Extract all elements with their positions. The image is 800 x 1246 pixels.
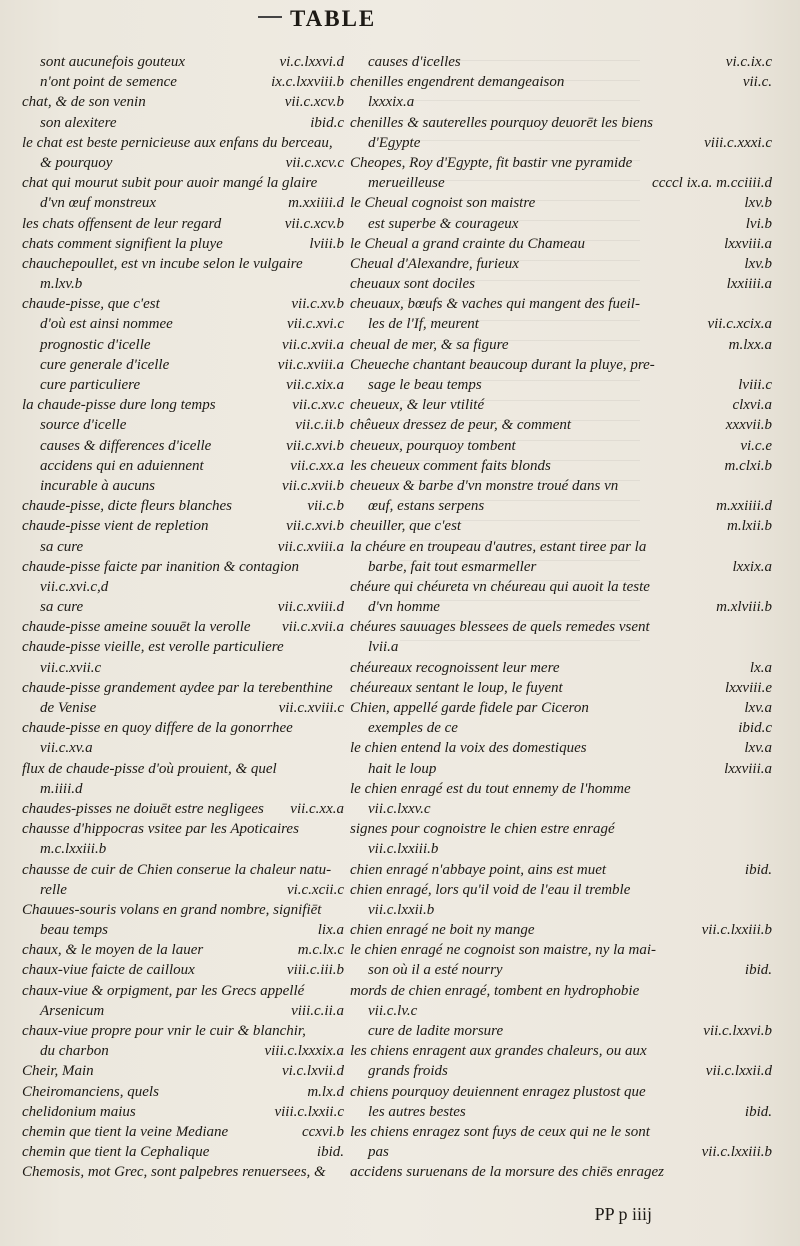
index-entry xyxy=(22,718,344,738)
entry-text: les autres bestes xyxy=(368,1103,466,1120)
index-entry xyxy=(22,476,344,496)
entry-text: incurable à aucuns xyxy=(40,477,155,494)
entry-text: sage le beau temps xyxy=(368,377,482,393)
index-entry xyxy=(22,981,344,1001)
entry-text: accidens suruenans de la morsure des chiēs enragez xyxy=(350,1164,664,1181)
entry-reference: lviii.b xyxy=(309,235,344,252)
entry-text: sa cure xyxy=(40,538,84,555)
entry-text: m.lxv.b xyxy=(40,276,83,293)
entry-reference: clxvi.a xyxy=(732,397,772,414)
index-entry xyxy=(350,1021,772,1041)
index-entry xyxy=(22,415,344,435)
entry-reference: m.xxiiii.d xyxy=(716,498,772,515)
index-entry xyxy=(350,92,772,112)
entry-text: chéures sauuages blessees de quels remedes vsent xyxy=(350,619,650,636)
index-entry xyxy=(350,153,772,173)
entry-text: signes pour cognoistre le chien estre enragé xyxy=(350,821,615,838)
index-entry xyxy=(22,335,344,355)
entry-reference: m.xxiiii.d xyxy=(288,195,344,212)
entry-text: chelidonium maius xyxy=(22,1103,136,1120)
index-entry xyxy=(22,456,344,476)
entry-reference: vi.c.e xyxy=(740,437,772,454)
entry-text: d'Egypte xyxy=(368,134,421,151)
entry-text: chien enragé ne boit ny mange xyxy=(350,922,535,939)
entry-text: le chien entend la voix des domestiques xyxy=(350,740,587,757)
entry-reference: ccccl ix.a. m.cciiii.d xyxy=(652,175,772,192)
index-entry xyxy=(22,92,344,112)
entry-text: cheueux & barbe d'vn monstre troué dans vn xyxy=(350,477,619,494)
entry-text: chat qui mourut subit pour auoir mangé la glaire xyxy=(22,175,318,192)
entry-text: Cheir, Main xyxy=(22,1063,94,1080)
entry-text: chenilles engendrent demangeaison xyxy=(350,74,565,91)
entry-text: beau temps xyxy=(40,922,108,939)
entry-text: cheuiller, que c'est xyxy=(350,518,462,535)
entry-text: causes d'icelles xyxy=(368,54,461,70)
entry-reference: lx.a xyxy=(749,659,772,676)
entry-reference: vii.c.xx.a xyxy=(290,457,344,474)
entry-text: vii.c.lxxv.c xyxy=(368,800,431,817)
index-entry xyxy=(350,860,772,880)
index-entry xyxy=(22,637,344,657)
index-entry xyxy=(22,799,344,819)
entry-text: les cheueux comment faits blonds xyxy=(350,457,551,474)
index-entry xyxy=(22,314,344,334)
printer-signature: PP p iiij xyxy=(594,1204,652,1224)
entry-reference: vii.c.xix.a xyxy=(286,377,344,393)
entry-text: cheueux, pourquoy tombent xyxy=(350,437,516,454)
index-entry xyxy=(350,920,772,940)
index-entry xyxy=(22,880,344,900)
index-column-left xyxy=(22,52,344,1183)
entry-text: Arsenicum xyxy=(40,1002,105,1019)
entry-text: chausse de cuir de Chien conserue la chaleur natu- xyxy=(22,861,332,878)
index-entry xyxy=(22,779,344,799)
entry-reference: lxxviii.a xyxy=(724,760,772,777)
entry-reference: lxv.b xyxy=(744,195,772,212)
entry-text: Cheual d'Alexandre, furieux xyxy=(350,255,519,272)
entry-text: hait le loup xyxy=(368,760,437,777)
page-title: TABLE xyxy=(290,6,377,31)
index-entry xyxy=(350,637,772,657)
index-entry xyxy=(350,355,772,375)
index-entry xyxy=(350,72,772,92)
entry-text: mords de chien enragé, tombent en hydrophobie xyxy=(350,982,640,999)
index-entry xyxy=(22,254,344,274)
index-entry xyxy=(350,597,772,617)
entry-reference: vii.c.ii.b xyxy=(295,417,344,434)
entry-text: exemples de ce xyxy=(368,720,458,737)
entry-text: Chemosis, mot Grec, sont palpebres renuersees, & xyxy=(22,1164,326,1181)
entry-reference: vi.c.lxxvi.d xyxy=(279,54,344,70)
entry-reference: lxv.b xyxy=(744,255,772,272)
entry-reference: vii.c.xv.b xyxy=(291,296,344,313)
entry-reference: vii.c.xx.a xyxy=(290,800,344,817)
entry-text: le chat est beste pernicieuse aux enfans du berceau, xyxy=(22,134,333,151)
index-entry xyxy=(350,577,772,597)
index-entry xyxy=(22,355,344,375)
entry-reference: m.clxi.b xyxy=(724,457,772,474)
entry-reference: vi.c.lxvii.d xyxy=(281,1063,344,1080)
entry-reference: ibid. xyxy=(744,962,772,979)
entry-text: vii.c.lxxiii.b xyxy=(368,841,439,858)
entry-text: chéure qui chéureta vn chéureau qui auoit la teste xyxy=(350,578,650,595)
entry-text: vii.c.lv.c xyxy=(368,1002,418,1019)
entry-reference: lxxiiii.a xyxy=(726,276,772,293)
entry-text: Chien, appellé garde fidele par Ciceron xyxy=(350,700,589,716)
index-entry xyxy=(22,940,344,960)
index-entry xyxy=(22,516,344,536)
entry-text: le Cheual a grand crainte du Chameau xyxy=(350,235,585,252)
entry-text: cheueux, & leur vtilité xyxy=(350,397,485,414)
entry-text: d'où est ainsi nommee xyxy=(40,316,173,333)
entry-reference: vii.c.xvii.a xyxy=(281,619,344,636)
index-entry xyxy=(350,476,772,496)
entry-text: chaude-pisse, dicte fleurs blanches xyxy=(22,498,232,515)
index-entry xyxy=(22,234,344,254)
entry-text: chaux-viue faicte de cailloux xyxy=(22,962,195,979)
entry-text: accidens qui en aduiennent xyxy=(40,457,204,474)
index-entry xyxy=(22,920,344,940)
entry-text: chaux-viue & orpigment, par les Grecs appellé xyxy=(22,982,305,999)
entry-text: Cheopes, Roy d'Egypte, fit bastir vne pyramide xyxy=(350,154,633,171)
index-entry xyxy=(350,274,772,294)
entry-reference: m.lxii.b xyxy=(727,518,772,535)
entry-reference: vii.c.xcv.c xyxy=(285,154,344,171)
index-entry xyxy=(350,557,772,577)
index-entry xyxy=(22,698,344,718)
entry-reference: m.lx.d xyxy=(307,1083,344,1100)
index-entry xyxy=(350,52,772,72)
entry-reference: vi.c.ix.c xyxy=(725,54,772,70)
index-entry xyxy=(350,1041,772,1061)
index-entry xyxy=(22,860,344,880)
entry-reference: lxxviii.e xyxy=(724,679,772,696)
index-entry xyxy=(22,1021,344,1041)
entry-text: causes & differences d'icelle xyxy=(40,437,212,454)
index-entry xyxy=(350,698,772,718)
entry-text: le chien enragé ne cognoist son maistre, ny la mai- xyxy=(350,942,657,959)
index-entry xyxy=(22,597,344,617)
entry-text: m.iiii.d xyxy=(40,780,83,797)
entry-reference: ccxvi.b xyxy=(301,1123,344,1140)
entry-text: cure particuliere xyxy=(40,377,141,393)
index-entry xyxy=(350,537,772,557)
entry-reference: vii.c.xvi.b xyxy=(286,518,344,535)
index-entry xyxy=(22,496,344,516)
index-entry xyxy=(22,537,344,557)
entry-text: cheuaux, bœufs & vaches qui mangent des fueil- xyxy=(350,296,640,313)
entry-reference: vii.c.xvii.b xyxy=(281,477,344,494)
entry-text: lvii.a xyxy=(368,639,399,656)
index-entry xyxy=(22,1082,344,1102)
entry-text: chaude-pisse ameine souuēt la verolle xyxy=(22,619,251,636)
entry-text: chemin que tient la Cephalique xyxy=(22,1144,210,1161)
index-entry xyxy=(22,375,344,395)
entry-text: lxxxix.a xyxy=(368,94,415,111)
index-entry xyxy=(22,900,344,920)
entry-reference: ibid.c xyxy=(310,114,344,131)
index-entry xyxy=(22,1102,344,1122)
entry-text: les chats offensent de leur regard xyxy=(22,215,222,232)
entry-reference: vii.c.xcv.b xyxy=(284,94,344,111)
entry-text: chien enragé n'abbaye point, ains est muet xyxy=(350,861,607,878)
index-entry xyxy=(350,1102,772,1122)
index-entry xyxy=(350,456,772,476)
entry-text: chaudes-pisses ne doiuēt estre negligees xyxy=(22,800,264,817)
entry-text: m.c.lxxiii.b xyxy=(40,841,107,858)
index-entry xyxy=(22,294,344,314)
index-entry xyxy=(22,133,344,153)
index-entry xyxy=(22,617,344,637)
index-entry xyxy=(350,214,772,234)
header-rule xyxy=(258,16,282,18)
index-entry xyxy=(22,395,344,415)
entry-reference: m.xlviii.b xyxy=(716,599,772,616)
entry-reference: vii.c.lxxiii.b xyxy=(701,922,772,939)
page-header xyxy=(0,4,800,36)
index-entry xyxy=(350,1122,772,1142)
entry-reference: vii.c.xviii.d xyxy=(277,599,344,616)
index-entry xyxy=(22,72,344,92)
entry-reference: lxv.a xyxy=(744,740,772,757)
entry-text: chenilles & sauterelles pourquoy deuorēt les biens xyxy=(350,114,653,131)
entry-text: chien enragé, lors qu'il void de l'eau il tremble xyxy=(350,881,631,898)
entry-text: vii.c.lxxii.b xyxy=(368,901,435,918)
entry-text: le Cheual cognoist son maistre xyxy=(350,195,536,212)
entry-text: pas xyxy=(368,1144,389,1161)
index-entry xyxy=(22,436,344,456)
entry-text: barbe, fait tout esmarmeller xyxy=(368,558,537,575)
entry-text: chiens pourquoy deuiennent enragez plustost que xyxy=(350,1083,646,1100)
entry-reference: viii.c.iii.b xyxy=(286,962,344,979)
index-entry xyxy=(350,173,772,193)
entry-reference: ibid. xyxy=(744,861,772,878)
entry-text: cheuaux sont dociles xyxy=(350,276,475,293)
entry-text: chausse d'hippocras vsitee par les Apoticaires xyxy=(22,821,299,838)
entry-reference: vii.c.xvi.c xyxy=(286,316,344,333)
entry-reference: vii.c. xyxy=(742,74,772,91)
entry-text: la chéure en troupeau d'autres, estant tiree par la xyxy=(350,538,647,555)
index-entry xyxy=(350,1082,772,1102)
index-entry xyxy=(22,1162,344,1182)
index-entry xyxy=(350,1162,772,1182)
index-entry xyxy=(22,759,344,779)
index-entry xyxy=(22,1122,344,1142)
index-entry xyxy=(22,153,344,173)
entry-text: chéureaux sentant le loup, le fuyent xyxy=(350,679,563,696)
entry-reference: lix.a xyxy=(317,922,344,939)
entry-reference: vi.c.xcii.c xyxy=(286,881,344,898)
entry-text: Cheueche chantant beaucoup durant la pluye, pre- xyxy=(350,356,655,373)
entry-text: chaude-pisse faicte par inanition & contagion xyxy=(22,558,300,575)
entry-reference: viii.c.lxxii.c xyxy=(274,1103,344,1120)
entry-text: son où il a esté nourry xyxy=(368,962,503,979)
entry-text: source d'icelle xyxy=(40,417,127,434)
entry-text: flux de chaude-pisse d'où prouient, & quel xyxy=(22,760,277,777)
entry-reference: viii.c.ii.a xyxy=(291,1002,344,1019)
index-entry xyxy=(350,658,772,678)
entry-reference: vii.c.xcv.b xyxy=(284,215,344,232)
entry-text: & pourquoy xyxy=(40,154,113,171)
index-entry xyxy=(350,819,772,839)
index-entry xyxy=(350,738,772,758)
entry-reference: vii.c.xcix.a xyxy=(707,316,772,333)
entry-text: vii.c.xvi.c,d xyxy=(40,578,109,595)
index-entry xyxy=(22,1142,344,1162)
entry-text: Cheiromanciens, quels xyxy=(22,1083,159,1100)
entry-reference: ix.c.lxxviii.b xyxy=(271,74,344,91)
entry-reference: viii.c.xxxi.c xyxy=(704,134,772,151)
index-entry xyxy=(350,113,772,133)
entry-text: chêueux dressez de peur, & comment xyxy=(350,417,572,434)
entry-text: chats comment signifient la pluye xyxy=(22,235,223,252)
index-entry xyxy=(22,658,344,678)
index-entry xyxy=(350,1001,772,1021)
entry-text: les chiens enragez sont fuys de ceux qui ne le sont xyxy=(350,1123,650,1140)
entry-reference: ibid. xyxy=(316,1144,344,1161)
entry-reference: m.lxx.a xyxy=(728,336,772,353)
index-entry xyxy=(350,294,772,314)
index-entry xyxy=(350,335,772,355)
entry-reference: vii.c.xviii.c xyxy=(278,700,344,716)
entry-reference: lxv.a xyxy=(744,700,772,716)
index-entry xyxy=(22,1001,344,1021)
entry-text: relle xyxy=(40,881,67,898)
index-entry xyxy=(350,415,772,435)
entry-text: vii.c.xv.a xyxy=(40,740,93,757)
index-entry xyxy=(22,738,344,758)
entry-reference: vii.c.b xyxy=(307,498,344,515)
entry-text: n'ont point de semence xyxy=(40,74,177,91)
entry-text: de Venise xyxy=(40,700,97,716)
index-entry xyxy=(22,193,344,213)
entry-text: son alexitere xyxy=(40,114,117,131)
entry-text: œuf, estans serpens xyxy=(368,498,485,515)
entry-reference: ibid. xyxy=(744,1103,772,1120)
index-column-right xyxy=(350,52,772,1183)
index-entry xyxy=(22,214,344,234)
entry-text: Chauues-souris volans en grand nombre, signifiēt xyxy=(22,901,322,918)
entry-text: chaude-pisse grandement aydee par la terebenthine xyxy=(22,679,333,696)
entry-text: chaude-pisse, que c'est xyxy=(22,296,160,313)
entry-reference: xxxvii.b xyxy=(725,417,772,434)
index-entry xyxy=(22,960,344,980)
entry-text: chaude-pisse vient de repletion xyxy=(22,518,209,535)
entry-reference: vii.c.lxxii.d xyxy=(705,1063,772,1080)
index-entry xyxy=(350,759,772,779)
index-entry xyxy=(350,678,772,698)
index-entry xyxy=(350,1142,772,1162)
entry-text: est superbe & courageux xyxy=(368,215,519,232)
index-entry xyxy=(350,839,772,859)
index-entry xyxy=(22,557,344,577)
index-entry xyxy=(350,718,772,738)
entry-reference: lviii.c xyxy=(738,377,772,393)
entry-text: d'vn homme xyxy=(368,599,440,616)
entry-reference: vii.c.xviii.a xyxy=(277,538,344,555)
index-entry xyxy=(350,254,772,274)
index-entry xyxy=(350,960,772,980)
index-entry xyxy=(350,496,772,516)
entry-text: du charbon xyxy=(40,1043,109,1060)
entry-text: les chiens enragent aux grandes chaleurs, ou aux xyxy=(350,1043,647,1060)
index-entry xyxy=(350,133,772,153)
index-entry xyxy=(350,375,772,395)
index-entry xyxy=(22,819,344,839)
index-entry xyxy=(22,173,344,193)
entry-reference: viii.c.lxxxix.a xyxy=(264,1043,344,1060)
entry-text: cheual de mer, & sa figure xyxy=(350,336,509,353)
index-entry xyxy=(22,577,344,597)
entry-text: d'vn œuf monstreux xyxy=(40,195,156,212)
entry-reference: lvi.b xyxy=(745,215,772,232)
entry-reference: vii.c.lxxiii.b xyxy=(701,1144,772,1161)
entry-reference: vii.c.xviii.a xyxy=(277,356,344,373)
index-entry xyxy=(350,900,772,920)
entry-text: chaux-viue propre pour vnir le cuir & blanchir, xyxy=(22,1023,306,1039)
entry-text: prognostic d'icelle xyxy=(40,336,151,353)
entry-text: les de l'If, meurent xyxy=(368,316,479,333)
index-entry xyxy=(350,981,772,1001)
index-entry xyxy=(350,193,772,213)
entry-text: cure de ladite morsure xyxy=(368,1023,504,1039)
entry-text: chauchepoullet, est vn incube selon le vulgaire xyxy=(22,255,303,272)
entry-text: merueilleuse xyxy=(368,175,445,192)
index-entry xyxy=(350,436,772,456)
entry-text: chaux, & le moyen de la lauer xyxy=(22,942,204,959)
entry-text: sa cure xyxy=(40,599,84,616)
entry-reference: lxxviii.a xyxy=(724,235,772,252)
index-entry xyxy=(350,1061,772,1081)
entry-text: grands froids xyxy=(368,1063,448,1080)
index-entry xyxy=(350,779,772,799)
index-entry xyxy=(22,839,344,859)
index-entry xyxy=(350,880,772,900)
index-entry xyxy=(22,678,344,698)
entry-text: chat, & de son venin xyxy=(22,94,146,111)
index-entry xyxy=(22,52,344,72)
entry-reference: vii.c.xvii.a xyxy=(281,336,344,353)
entry-reference: vii.c.xv.c xyxy=(292,397,344,414)
entry-reference: m.c.lx.c xyxy=(297,942,344,959)
entry-text: sont aucunefois gouteux xyxy=(40,54,185,70)
entry-text: vii.c.xvii.c xyxy=(40,659,102,676)
index-entry xyxy=(350,940,772,960)
index-entry xyxy=(350,234,772,254)
index-entry xyxy=(22,274,344,294)
entry-text: cure generale d'icelle xyxy=(40,356,170,373)
index-entry xyxy=(350,516,772,536)
entry-text: le chien enragé est du tout ennemy de l'homme xyxy=(350,780,631,797)
index-entry xyxy=(350,799,772,819)
index-entry xyxy=(350,395,772,415)
entry-text: la chaude-pisse dure long temps xyxy=(22,397,216,414)
index-entry xyxy=(22,1041,344,1061)
entry-text: chéureaux recognoissent leur mere xyxy=(350,659,560,676)
entry-text: chaude-pisse en quoy differe de la gonorrhee xyxy=(22,720,293,737)
entry-reference: ibid.c xyxy=(738,720,772,737)
index-entry xyxy=(22,113,344,133)
entry-text: chemin que tient la veine Mediane xyxy=(22,1123,229,1140)
entry-reference: lxxix.a xyxy=(732,558,772,575)
entry-reference: vii.c.lxxvi.b xyxy=(703,1023,772,1039)
index-entry xyxy=(350,617,772,637)
entry-text: chaude-pisse vieille, est verolle particuliere xyxy=(22,639,284,656)
index-entry xyxy=(22,1061,344,1081)
index-entry xyxy=(350,314,772,334)
entry-reference: vii.c.xvi.b xyxy=(286,437,344,454)
